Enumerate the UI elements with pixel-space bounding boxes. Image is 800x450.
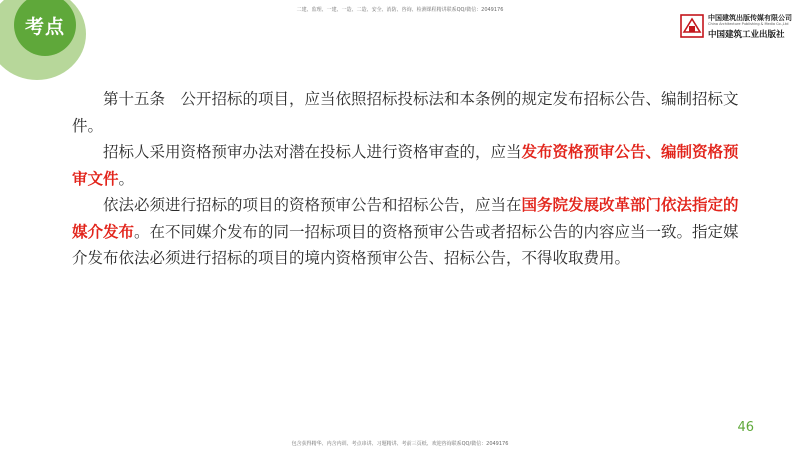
topic-badge-label: 考点	[14, 0, 76, 56]
paragraph-2-highlight: 发布资格预审公告、编制资格预审文件	[72, 143, 739, 188]
publisher-logo-icon	[680, 14, 704, 38]
paragraph-2-text: 招标人采用资格预审办法对潜在投标人进行资格审查的，应当	[103, 143, 522, 161]
paragraph-3-highlight: 国务院发展改革部门依法指定的媒介发布	[72, 196, 739, 241]
paragraph-3-end: 。在不同媒介发布的同一招标项目的资格预审公告或者招标公告的内容应当一致。指定媒介发布依法必须进行招标的项目的境内资格预审公告、招标公告，不得收取费用。	[72, 222, 739, 267]
publisher-name-en: China Architecture Publishing & Media Co.,Ltd	[708, 22, 789, 26]
paragraph-3-text: 依法必须进行招标的项目的资格预审公告和招标公告，应当在	[103, 196, 522, 214]
publisher-name-cn-secondary: 中国建筑工业出版社	[708, 30, 785, 40]
publisher-name-cn: 中国建筑出版传媒有限公司	[708, 14, 792, 22]
paragraph-1: 第十五条 公开招标的项目，应当依照招标投标法和本条例的规定发布招标公告、编制招标文件。	[72, 90, 739, 135]
publisher-logo-block	[680, 12, 792, 40]
footer-note: 包含获得精华、内含内训、考点串讲、习题精讲、考前三页纸、欢迎咨询联系QQ/微信：2049176	[291, 441, 509, 447]
header-note: 二建、监理、一建、一造、二造、安全、消防、咨询、检测课程精讲联系QQ/微信：2049176	[296, 7, 504, 13]
paragraph-3	[72, 192, 742, 272]
article-content	[72, 86, 742, 272]
paragraph-2-end: 。	[118, 169, 135, 188]
page-number: 46	[737, 420, 754, 435]
paragraph-2	[72, 139, 742, 192]
